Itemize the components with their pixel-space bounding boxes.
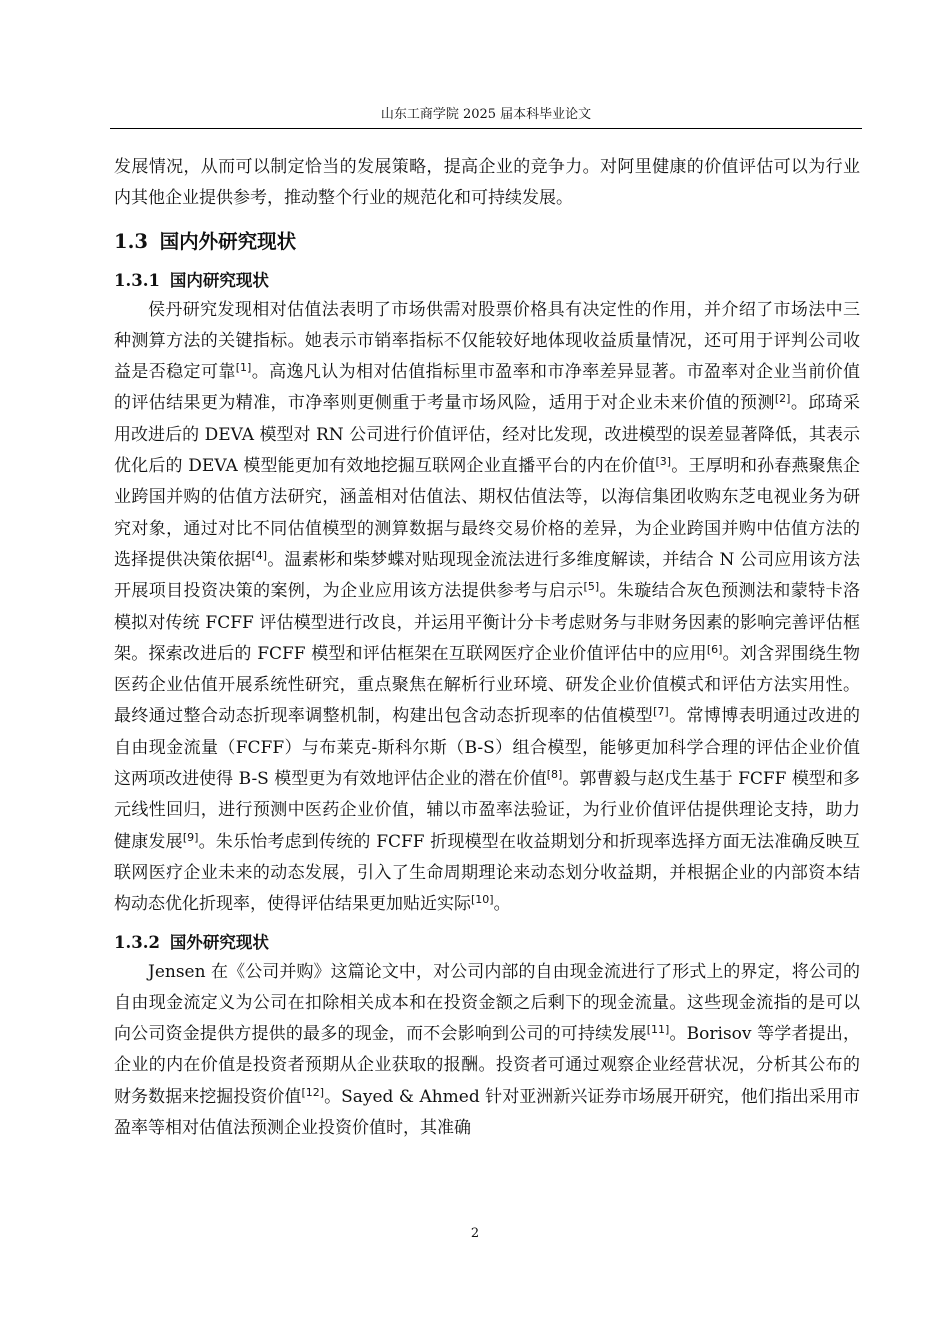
intro-paragraph: 发展情况，从而可以制定恰当的发展策略，提高企业的竞争力。对阿里健康的价值评估可以为行业内其他企业提供参考，推动整个行业的规范化和可持续发展。 [114,157,860,209]
citation: [1] [235,361,252,375]
citation: [7] [653,705,669,719]
citation: [9] [182,830,199,844]
running-header: 山东工商学院 2025 届本科毕业论文 [380,107,592,122]
domestic-research-paragraph [114,295,860,921]
text-run: 。温素彬和柴梦蝶对贴现现金流法进行多维度解读，并结合 N 公司应用该方法开展项目投资决策的案例，为企业应用该方法提供参考与启示 [114,549,860,602]
foreign-research-paragraph [114,957,860,1145]
subsection-heading-foreign [114,929,860,957]
text-run: 。邱琦采用改进后的 DEVA 模型对 RN 公司进行价值评估，经对比发现，改进模型的误差显著降低，其表示优化后的 DEVA 模型能更加有效地挖掘互联网企业直播平台的内在价值 [114,393,860,477]
citation: [8] [546,768,563,782]
citation: [11] [646,1023,670,1037]
text-run: 。王厚明和孙春燕聚焦企业跨国并购的估值方法研究，涵盖相对估值法、期权估值法等，以海信集团收购东芝电视业务为研究对象，通过对比不同估值模型的测算数据与最终交易价格的差异，为企业跨国并购中估值方法的选择提供决策依据 [114,456,860,570]
page-body [114,152,860,1144]
text-run: 。Borisov 等学者提出，企业的内在价值是投资者预期从企业获取的报酬。投资者可通过观察企业经营状况，分析其公布的财务数据来挖掘投资价值 [114,1024,861,1107]
section-title: 国内外研究现状 [159,229,297,253]
text-run: 。常博博表明通过改进的自由现金流量（FCFF）与布莱克-斯科尔斯（B-S）组合模型，能够更加科学合理的评估企业价值这两项改进使得 B-S 模型更为有效地评估企业的潜在价值 [114,706,860,790]
subsection-title: 国外研究现状 [169,932,269,952]
subsection-number: 1.3.1 [114,270,160,290]
citation: [3] [655,455,672,469]
section-heading [114,227,860,257]
subsection-title: 国内研究现状 [169,270,269,290]
subsection-number: 1.3.2 [114,932,160,952]
citation: [2] [774,392,791,406]
citation: [12] [301,1085,325,1099]
text-run: 。高逸凡认为相对估值指标里市盈率和市净率差异显著。市盈率对企业当前价值的评估结果更为精准，市净率则更侧重于考量市场风险，适用于对企业未来价值的预测 [114,362,860,414]
text-run: 侯丹研究发现相对估值法表明了市场供需对股票价格具有决定性的作用，并介绍了市场法中三种测算方法的关键指标。她表示市销率指标不仅能较好地体现收益质量情况，还可用于评判公司收益是否稳定可靠 [114,299,860,383]
text-run: 。 [493,894,511,915]
citation: [10] [471,893,494,907]
citation: [5] [583,580,600,594]
section-number: 1.3 [114,229,148,253]
text-run: 。Sayed & Ahmed 针对亚洲新兴证券市场展开研究，他们指出采用市盈率等相对估值法预测企业投资价值时，其准确 [114,1086,861,1139]
citation: [6] [706,642,723,656]
text-run: 。刘含羿围绕生物医药企业估值开展系统性研究，重点聚焦在解析行业环境、研发企业价值模式和评估方法实用性。最终通过整合动态折现率调整机制，构建出包含动态折现率的估值模型 [114,643,861,727]
text-run: Jensen 在《公司并购》这篇论文中，对公司内部的自由现金流进行了形式上的界定，将公司的自由现金流定义为公司在扣除相关成本和在投资金额之后剩下的现金流量。这些现金流指的是可以向公司资金提供方提供的最多的现金，而不会影响到公司的可持续发展 [114,961,860,1045]
citation: [4] [251,548,268,562]
page-number: 2 [470,1226,480,1241]
text-run: 。朱璇结合灰色预测法和蒙特卡洛模拟对传统 FCFF 评估模型进行改良，并运用平衡计分卡考虑财务与非财务因素的影响完善评估框架。探索改进后的 FCFF 模型和评估框架在互联网医疗企业价值评估中的应用 [114,581,860,664]
text-run: 。朱乐怡考虑到传统的 FCFF 折现模型在收益期划分和折现率选择方面无法准确反映互联网医疗企业未来的动态发展，引入了生命周期理论来动态划分收益期，并根据企业的内部资本结构动态优化折现率，使得评估结果更加贴近实际 [114,831,861,915]
subsection-heading-domestic [114,267,860,295]
header-rule [110,128,862,129]
text-run: 。郭曹毅与赵戊生基于 FCFF 模型和多元线性回归，进行预测中医药企业价值，辅以市盈率法验证，为行业价值评估提供理论支持，助力健康发展 [114,769,860,852]
